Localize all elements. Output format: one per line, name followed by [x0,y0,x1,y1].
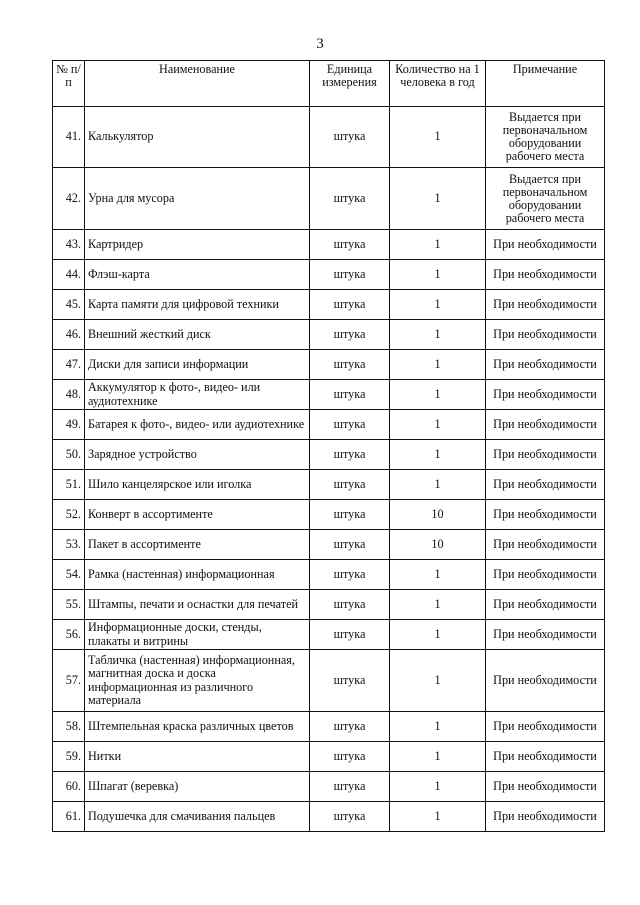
item-name: Штемпельная краска различных цветов [85,712,310,742]
table-row [53,590,605,620]
row-number: 60. [53,772,85,802]
header-num: № п/п [53,61,85,107]
header-qty: Количество на 1 человека в год [390,61,486,107]
item-unit: штука [310,530,390,560]
row-number: 49. [53,410,85,440]
table-row [53,350,605,380]
item-unit: штука [310,500,390,530]
item-unit: штука [310,260,390,290]
item-name: Урна для мусора [85,168,310,230]
item-note: При необходимости [486,772,605,802]
item-unit: штука [310,470,390,500]
item-note: Выдается при первоначальном оборудовании рабочего места [486,168,605,230]
item-unit: штука [310,802,390,832]
table-row [53,742,605,772]
item-note: При необходимости [486,440,605,470]
item-name: Рамка (настенная) информационная [85,560,310,590]
item-name: Подушечка для смачивания пальцев [85,802,310,832]
table-row [53,380,605,410]
item-name: Штампы, печати и оснастки для печатей [85,590,310,620]
row-number: 50. [53,440,85,470]
row-number: 41. [53,107,85,168]
item-note: При необходимости [486,320,605,350]
item-unit: штука [310,350,390,380]
item-note: При необходимости [486,380,605,410]
item-quantity: 1 [390,168,486,230]
item-note: При необходимости [486,560,605,590]
item-name: Аккумулятор к фото-, видео- или аудиотехнике [85,380,310,410]
item-name: Батарея к фото-, видео- или аудиотехнике [85,410,310,440]
header-note: Примечание [486,61,605,107]
header-unit: Единица измерения [310,61,390,107]
table-row [53,168,605,230]
table-row [53,772,605,802]
item-quantity: 1 [390,742,486,772]
item-note: При необходимости [486,290,605,320]
item-quantity: 1 [390,440,486,470]
item-quantity: 1 [390,712,486,742]
table-row [53,712,605,742]
item-quantity: 1 [390,350,486,380]
table-row [53,320,605,350]
row-number: 51. [53,470,85,500]
item-note: При необходимости [486,590,605,620]
row-number: 46. [53,320,85,350]
table-header-row [53,61,605,107]
table-row [53,560,605,590]
table-row [53,410,605,440]
item-unit: штука [310,590,390,620]
table-row [53,290,605,320]
row-number: 44. [53,260,85,290]
item-quantity: 1 [390,590,486,620]
item-unit: штука [310,320,390,350]
header-name: Наименование [85,61,310,107]
item-quantity: 1 [390,107,486,168]
row-number: 43. [53,230,85,260]
item-name: Шило канцелярское или иголка [85,470,310,500]
row-number: 61. [53,802,85,832]
item-name: Калькулятор [85,107,310,168]
table-row [53,230,605,260]
item-note: При необходимости [486,650,605,712]
item-quantity: 1 [390,560,486,590]
item-note: При необходимости [486,802,605,832]
row-number: 56. [53,620,85,650]
item-unit: штука [310,440,390,470]
item-quantity: 1 [390,650,486,712]
item-note: При необходимости [486,500,605,530]
item-unit: штука [310,380,390,410]
item-unit: штука [310,230,390,260]
item-unit: штука [310,290,390,320]
item-quantity: 1 [390,320,486,350]
item-name: Табличка (настенная) информационная, магнитная доска и доска информационная из различного материала [85,650,310,712]
item-unit: штука [310,620,390,650]
item-note: При необходимости [486,742,605,772]
item-name: Конверт в ассортименте [85,500,310,530]
item-unit: штука [310,742,390,772]
row-number: 59. [53,742,85,772]
item-note: При необходимости [486,470,605,500]
item-unit: штука [310,410,390,440]
item-unit: штука [310,772,390,802]
supplies-table [52,60,605,832]
item-quantity: 10 [390,530,486,560]
table-row [53,650,605,712]
table-row [53,470,605,500]
item-name: Флэш-карта [85,260,310,290]
item-note: Выдается при первоначальном оборудовании рабочего места [486,107,605,168]
item-quantity: 1 [390,290,486,320]
row-number: 42. [53,168,85,230]
item-quantity: 1 [390,772,486,802]
row-number: 47. [53,350,85,380]
table-row [53,260,605,290]
item-name: Карта памяти для цифровой техники [85,290,310,320]
item-name: Диски для записи информации [85,350,310,380]
item-note: При необходимости [486,620,605,650]
item-note: При необходимости [486,530,605,560]
table-row [53,500,605,530]
row-number: 58. [53,712,85,742]
table-body [53,107,605,832]
item-quantity: 1 [390,380,486,410]
item-unit: штука [310,107,390,168]
item-unit: штука [310,650,390,712]
item-name: Зарядное устройство [85,440,310,470]
item-quantity: 10 [390,500,486,530]
item-name: Внешний жесткий диск [85,320,310,350]
item-note: При необходимости [486,230,605,260]
row-number: 55. [53,590,85,620]
item-name: Информационные доски, стенды, плакаты и витрины [85,620,310,650]
item-note: При необходимости [486,410,605,440]
row-number: 45. [53,290,85,320]
row-number: 52. [53,500,85,530]
item-name: Нитки [85,742,310,772]
item-unit: штука [310,560,390,590]
item-unit: штука [310,712,390,742]
item-name: Картридер [85,230,310,260]
item-name: Пакет в ассортименте [85,530,310,560]
page-number: 3 [316,36,324,52]
table-row [53,620,605,650]
item-note: При необходимости [486,350,605,380]
item-quantity: 1 [390,260,486,290]
row-number: 57. [53,650,85,712]
row-number: 53. [53,530,85,560]
table-row [53,107,605,168]
item-quantity: 1 [390,470,486,500]
item-note: При необходимости [486,260,605,290]
item-quantity: 1 [390,230,486,260]
table-row [53,440,605,470]
row-number: 48. [53,380,85,410]
item-unit: штука [310,168,390,230]
item-quantity: 1 [390,620,486,650]
table-row [53,530,605,560]
item-note: При необходимости [486,712,605,742]
item-quantity: 1 [390,802,486,832]
item-quantity: 1 [390,410,486,440]
item-name: Шпагат (веревка) [85,772,310,802]
row-number: 54. [53,560,85,590]
table-row [53,802,605,832]
